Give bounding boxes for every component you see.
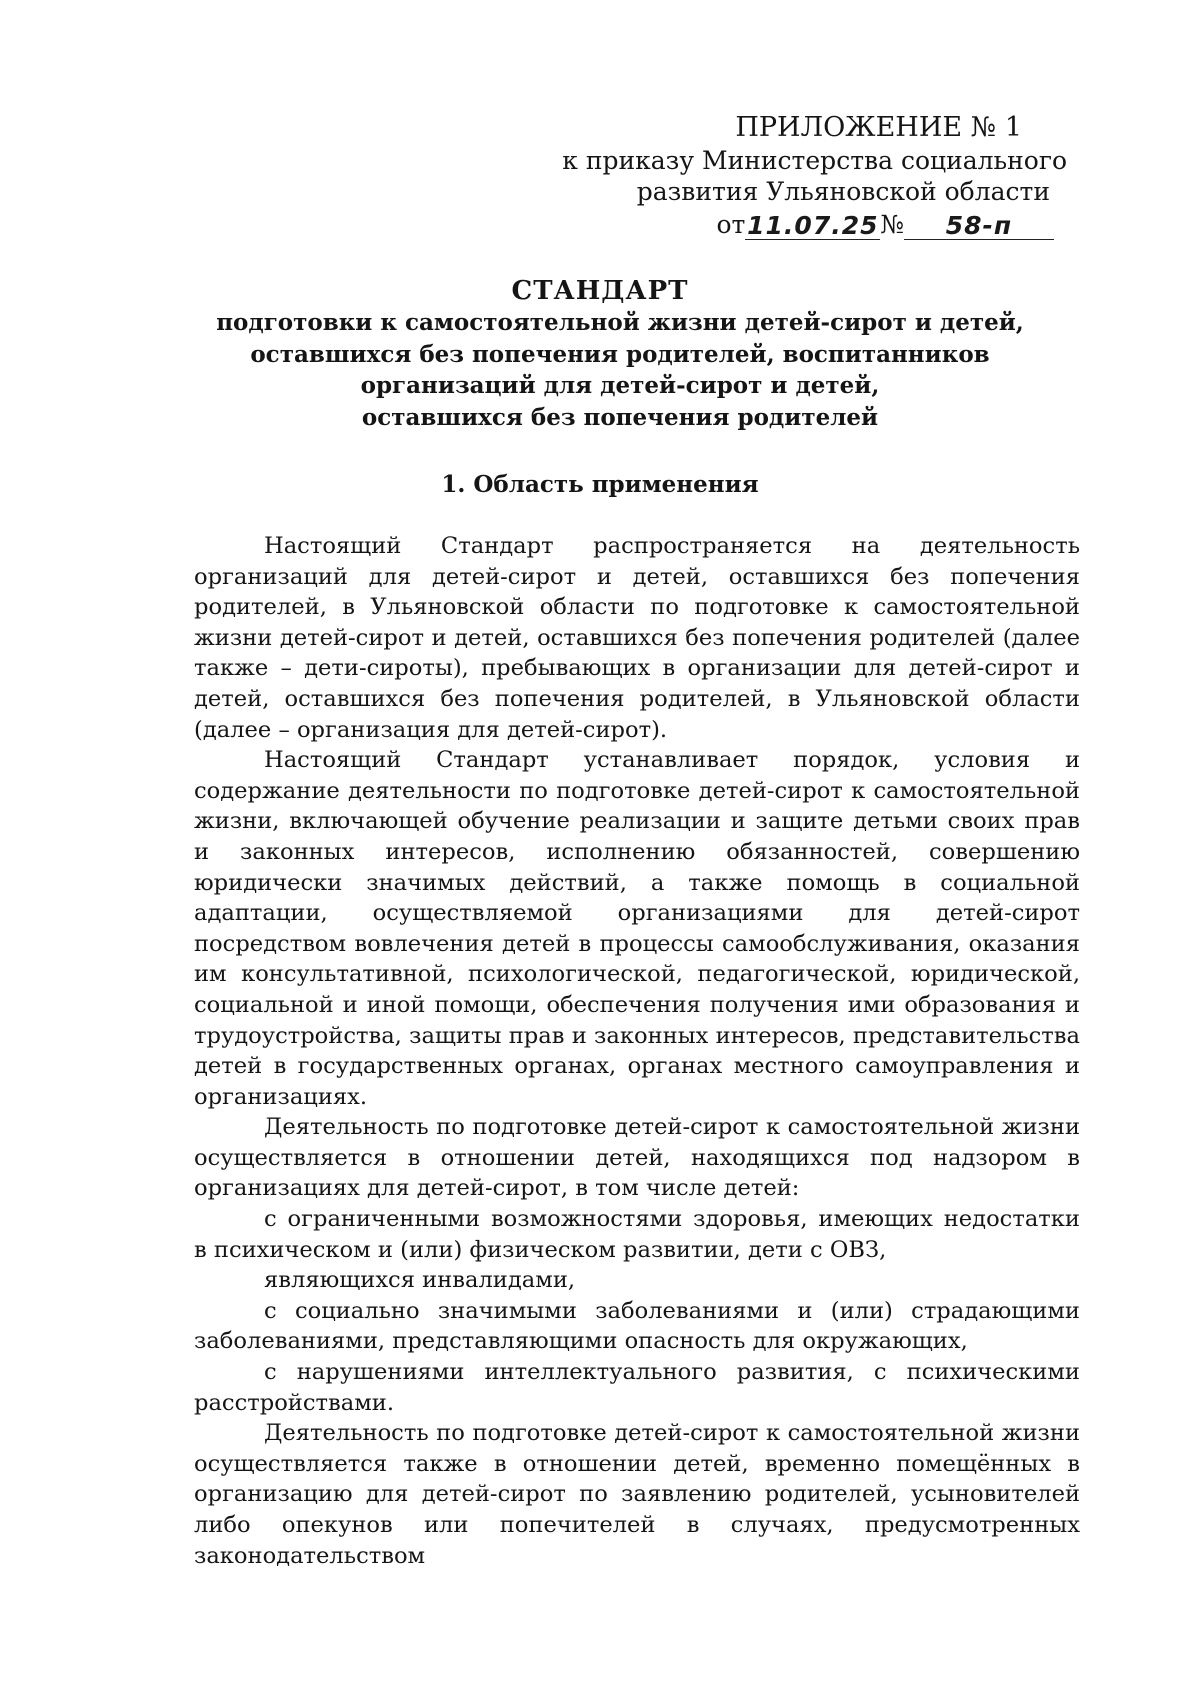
- subtitle-line: организаций для детей-сирот и детей,: [360, 372, 880, 399]
- paragraph: являющихся инвалидами,: [264, 1267, 576, 1294]
- handwritten-date: 11.07.25: [747, 211, 879, 240]
- paragraph: с нарушениями интеллектуального развития, с психическими расстройствами.: [194, 1359, 1080, 1416]
- appendix-date-number-line: [507, 209, 1054, 240]
- section-heading: 1. Область применения: [441, 471, 759, 498]
- appendix-order-reference: к приказу Министерства социального: [562, 146, 1067, 175]
- paragraph: Деятельность по подготовке детей-сирот к самостоятельной жизни осуществляется также в отношении детей, временно помещённых в организацию для детей-сирот по заявлению родителей, усыновителей либо опекунов или попечителей в случаях, предусмотренных законодательством: [194, 1420, 1080, 1569]
- date-prefix: от: [716, 210, 746, 239]
- paragraph: Настоящий Стандарт распространяется на деятельность организаций для детей-сирот и детей, оставшихся без попечения родителей, в Ульяновской области по подготовке к самостоятельной жизни детей-сирот и детей, оставшихся без попечения родителей (далее также – дети-сироты), пребывающих в организации для детей-сирот и детей, оставшихся без попечения родителей, в Ульяновской области (далее – организация для детей-сирот).: [194, 533, 1080, 743]
- document-subtitle: [180, 307, 1060, 433]
- number-prefix: №: [880, 210, 904, 239]
- appendix-ministry-region: развития Ульяновской области: [636, 177, 1050, 206]
- subtitle-line: оставшихся без попечения родителей, воспитанников: [250, 340, 990, 368]
- subtitle-line: оставшихся без попечения родителей: [361, 403, 879, 431]
- appendix-title: ПРИЛОЖЕНИЕ № 1: [735, 112, 1022, 143]
- document-title: СТАНДАРТ: [511, 276, 689, 306]
- paragraph: Деятельность по подготовке детей-сирот к самостоятельной жизни осуществляется в отношении детей, находящихся под надзором в организациях для детей-сирот, в том числе детей:: [194, 1114, 1080, 1202]
- handwritten-order-number: 58-п: [904, 213, 1054, 240]
- paragraph: с социально значимыми заболеваниями и (или) страдающими заболеваниями, представляющими опасность для окружающих,: [194, 1297, 1080, 1355]
- paragraph: с ограниченными возможностями здоровья, имеющих недостатки в психическом и (или) физическом развитии, дети с ОВЗ,: [194, 1206, 1080, 1263]
- appendix-header: [507, 112, 1067, 240]
- paragraph: Настоящий Стандарт устанавливает порядок, условия и содержание деятельности по подготовке детей-сирот к самостоятельной жизни, включающей обучение реализации и защите детьми своих прав и законных интересов, исполнению обязанностей, совершению юридически значимых действий, а также помощь в социальной адаптации, осуществляемой организациями для детей-сирот посредством вовлечения детей в процессы самообслуживания, оказания им консультативной, психологической, педагогической, юридической, социальной и иной помощи, обеспечения получения ими образования и трудоустройства, защиты прав и законных интересов, представительства детей в государственных органах, органах местного самоуправления и организациях.: [194, 747, 1080, 1110]
- document-body: [194, 531, 1080, 1571]
- subtitle-line: подготовки к самостоятельной жизни детей-сирот и детей,: [216, 309, 1024, 336]
